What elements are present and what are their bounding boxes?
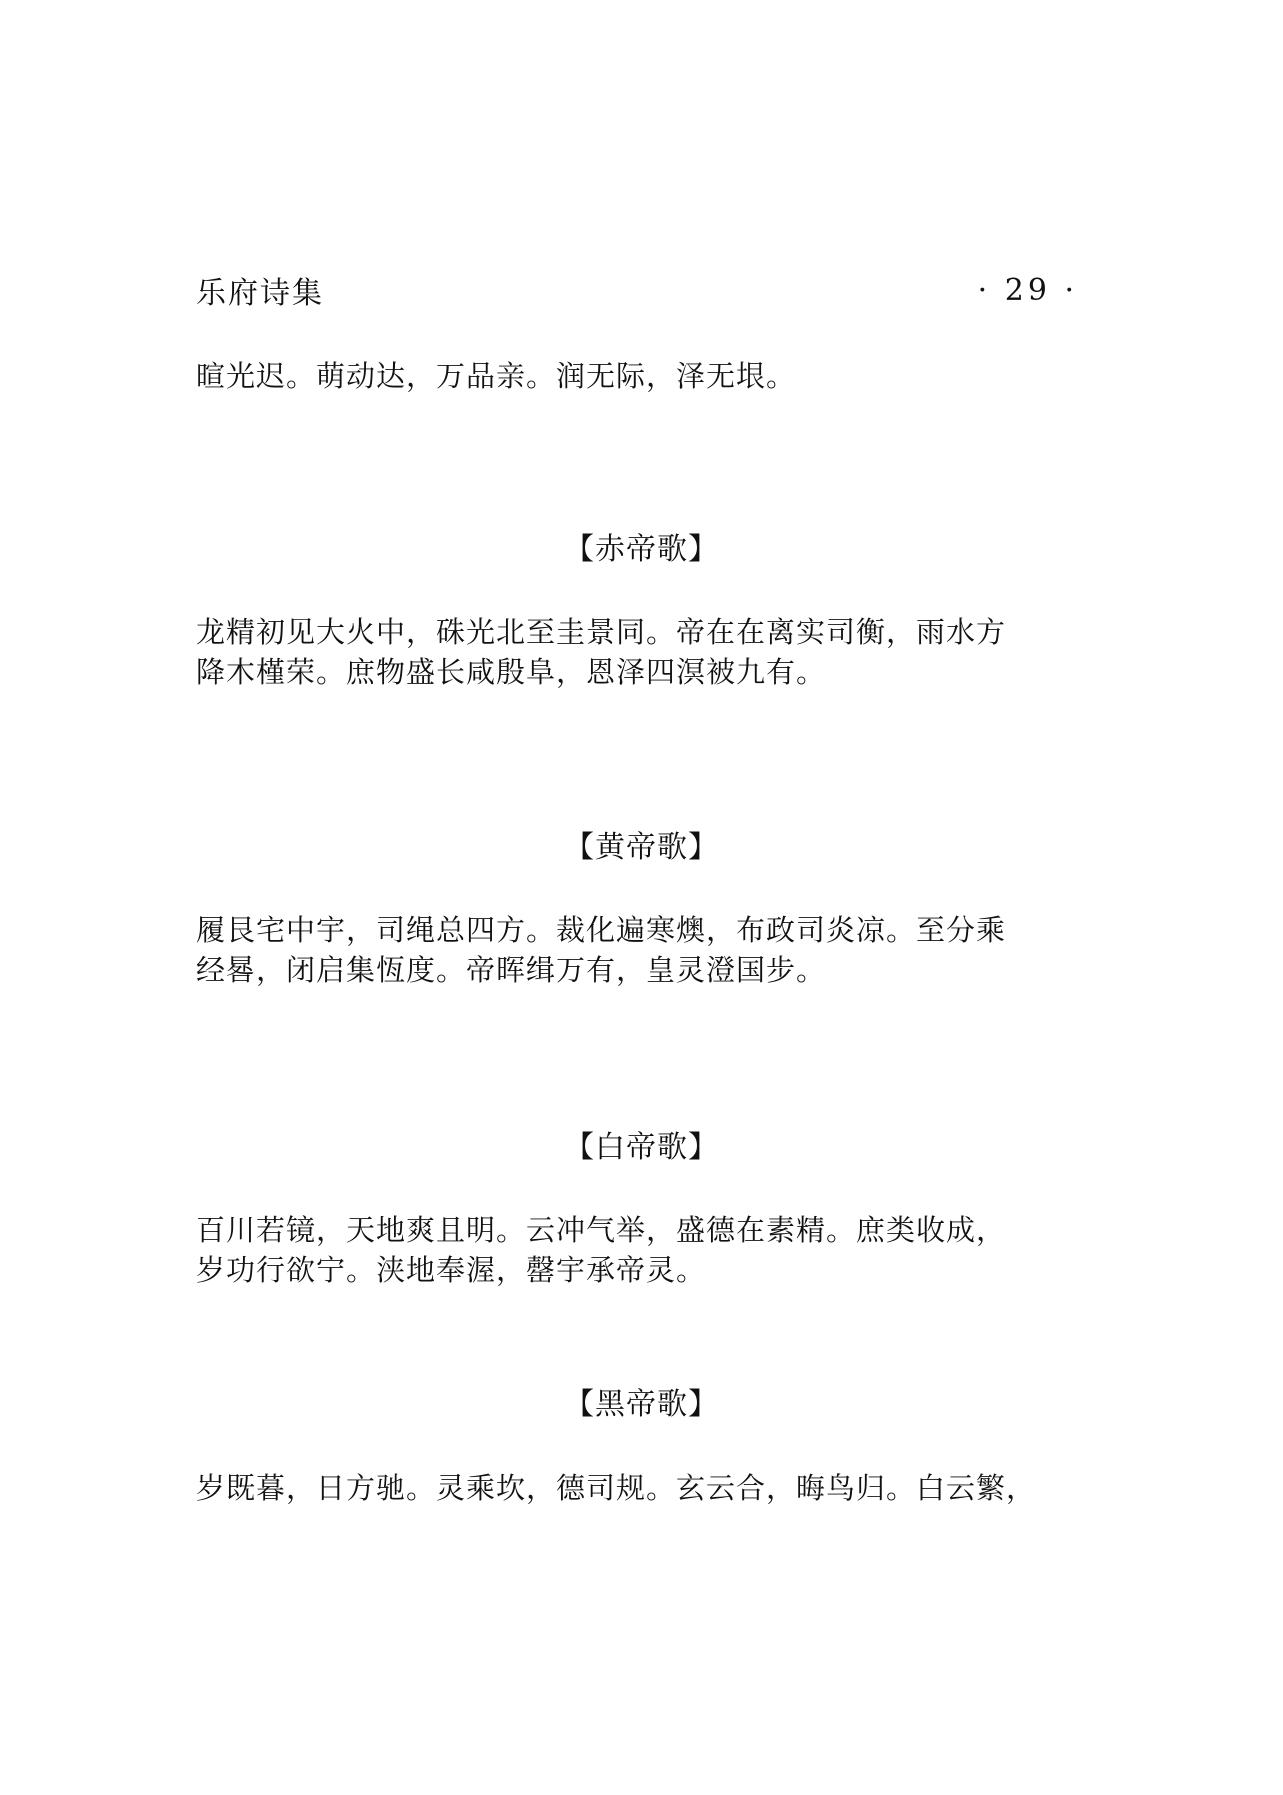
paragraph-line: 经晷，闭启集恆度。帝晖缉万有，皇灵澄国步。 — [196, 953, 827, 987]
paragraph-line: 暄光迟。萌动达，万品亲。润无际，泽无垠。 — [196, 359, 797, 393]
book-title: 乐府诗集 — [196, 276, 324, 311]
page-number: · 29 · — [977, 272, 1078, 308]
paragraph-line: 降木槿荣。庶物盛长咸殷阜，恩泽四溟被九有。 — [196, 655, 827, 689]
paragraph-line: 岁功行欲宁。浃地奉渥，罄宇承帝灵。 — [196, 1253, 707, 1287]
section-heading-huang-di-ge: 【黄帝歌】 — [564, 830, 719, 865]
section-paragraph-chi-di-ge — [196, 612, 1096, 692]
paragraph-line: 履艮宅中宇，司绳总四方。裁化遍寒燠，布政司炎凉。至分乘 — [196, 913, 1007, 947]
section-heading-bai-di-ge: 【白帝歌】 — [564, 1130, 719, 1165]
paragraph-line: 百川若镜，天地爽且明。云冲气举，盛德在素精。庶类收成， — [196, 1213, 1007, 1247]
intro-paragraph — [196, 356, 1096, 396]
section-paragraph-bai-di-ge — [196, 1210, 1096, 1290]
paragraph-line: 岁既暮，日方驰。灵乘坎，德司规。玄云合，晦鸟归。白云繁， — [196, 1471, 1037, 1505]
paragraph-line: 龙精初见大火中，硃光北至圭景同。帝在在离实司衡，雨水方 — [196, 615, 1007, 649]
section-heading-chi-di-ge: 【赤帝歌】 — [564, 532, 719, 567]
running-header — [196, 268, 1078, 312]
section-paragraph-hei-di-ge — [196, 1468, 1096, 1508]
section-paragraph-huang-di-ge — [196, 910, 1096, 990]
section-heading-hei-di-ge: 【黑帝歌】 — [564, 1387, 719, 1422]
